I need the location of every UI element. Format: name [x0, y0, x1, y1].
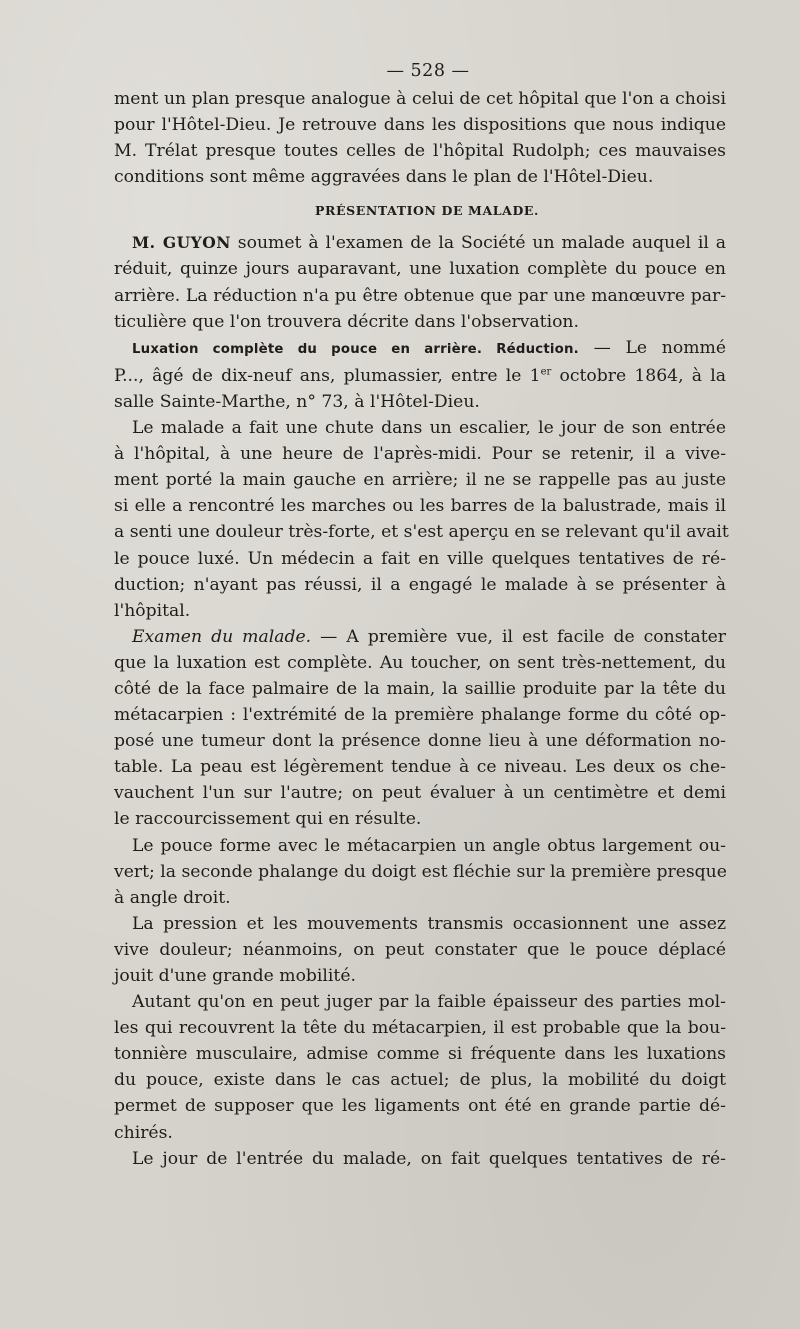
- text-line: pour l'Hôtel-Dieu. Je retrouve dans les dispositions que nous indique: [114, 115, 726, 136]
- pression-paragraph: [114, 911, 726, 989]
- text-line: conditions sont même aggravées dans le plan de l'Hôtel-Dieu.: [114, 167, 654, 188]
- text-line: Le malade a fait une chute dans un escalier, le jour de son entrée: [132, 418, 726, 439]
- speaker-name: M. GUYON: [132, 233, 231, 253]
- text-line: table. La peau est légèrement tendue à ce niveau. Les deux os che-: [114, 757, 726, 778]
- text-line: Le pouce forme avec le métacarpien un angle obtus largement ou-: [132, 835, 726, 856]
- text-line: côté de la face palmaire de la main, la saillie produite par la tête du: [114, 678, 726, 699]
- text-line: que la luxation est complète. Au toucher, on sent très-nettement, du: [114, 652, 726, 673]
- text-line: [114, 335, 726, 363]
- text-line: si elle a rencontré les marches ou les barres de la balustrade, mais il: [114, 496, 726, 517]
- text-line: La pression et les mouvements transmis occasionnent une assez: [132, 913, 726, 934]
- text-line: Autant qu'on en peut juger par la faible épaisseur des parties mol-: [132, 992, 726, 1013]
- text-line: à l'hôpital, à une heure de l'après-midi. Pour se retenir, il a vive-: [114, 444, 726, 465]
- text-line: vert; la seconde phalange du doigt est fléchie sur la première presque: [114, 861, 727, 882]
- text-line: à angle droit.: [114, 887, 231, 908]
- text-line: vive douleur; néanmoins, on peut constater que le pouce déplacé: [114, 939, 726, 960]
- text-span: — Le nommé: [578, 337, 726, 358]
- text-line: M. Trélat presque toutes celles de l'hôpital Rudolph; ces mauvaises: [114, 141, 726, 162]
- text-line: réduit, quinze jours auparavant, une luxation complète du pouce en: [114, 259, 726, 280]
- text-line: du pouce, existe dans le cas actuel; de plus, la mobilité du doigt: [114, 1070, 726, 1091]
- text-line: [114, 230, 726, 256]
- guyon-paragraph: [114, 230, 726, 334]
- autant-paragraph: [114, 989, 726, 1146]
- text-line: chirés.: [114, 1122, 173, 1143]
- case-title: Luxation complète du pouce en arrière. Réduction.: [132, 341, 579, 357]
- text-line: a senti une douleur très-forte, et s'est aperçu en se relevant qu'il avait: [114, 522, 729, 543]
- text-line: ment porté la main gauche en arrière; il ne se rappelle pas au juste: [114, 470, 726, 491]
- text-line: Le jour de l'entrée du malade, on fait quelques tentatives de ré-: [132, 1148, 726, 1169]
- text-line: [114, 624, 726, 650]
- text-line: le pouce luxé. Un médecin a fait en ville quelques tentatives de ré-: [114, 548, 726, 569]
- chute-paragraph: [114, 415, 729, 624]
- case-paragraph: [114, 335, 726, 415]
- text-span: soumet à l'examen de la Société un malade auquel il a: [230, 233, 726, 254]
- text-line: ment un plan presque analogue à celui de cet hôpital que l'on a choisi: [114, 89, 726, 109]
- text-line: ticulière que l'on trouvera décrite dans l'observation.: [114, 311, 579, 332]
- text-line: salle Sainte-Marthe, n° 73, à l'Hôtel-Dieu.: [114, 391, 480, 412]
- text-span: — A première vue, il est facile de constater: [311, 626, 726, 647]
- text-line: duction; n'ayant pas réussi, il a engagé le malade à se présenter à: [114, 574, 726, 595]
- text-line: posé une tumeur dont la présence donne lieu à une déformation no-: [114, 731, 726, 752]
- book-page: [114, 58, 729, 1172]
- jour-paragraph: [114, 1146, 726, 1172]
- text-line: permet de supposer que les ligaments ont été en grande partie dé-: [114, 1096, 726, 1117]
- text-line: les qui recouvrent la tête du métacarpien, il est probable que la bou-: [114, 1018, 726, 1039]
- text-span: octobre 1864, à la: [551, 365, 727, 386]
- text-span: P..., âgé de dix-neuf ans, plumassier, entre le 1: [114, 365, 541, 386]
- superscript: er: [540, 366, 552, 378]
- intro-paragraph: [114, 86, 726, 190]
- examen-paragraph: [114, 624, 726, 833]
- text-line: l'hôpital.: [114, 600, 191, 621]
- text-line: jouit d'une grande mobilité.: [114, 966, 356, 986]
- examen-label: Examen du malade.: [132, 626, 312, 647]
- text-line: arrière. La réduction n'a pu être obtenue que par une manœuvre par-: [114, 285, 726, 306]
- section-heading: PRÉSENTATION DE MALADE.: [314, 203, 539, 219]
- text-line: vauchent l'un sur l'autre; on peut évaluer à un centimètre et demi: [114, 783, 726, 804]
- page-number: — 528 —: [386, 61, 470, 81]
- text-line: [114, 363, 726, 389]
- text-line: le raccourcissement qui en résulte.: [114, 809, 422, 830]
- text-line: métacarpien : l'extrémité de la première phalange forme du côté op-: [114, 705, 726, 726]
- text-line: tonnière musculaire, admise comme si fréquente dans les luxations: [114, 1044, 726, 1065]
- pouce-paragraph: [114, 833, 726, 911]
